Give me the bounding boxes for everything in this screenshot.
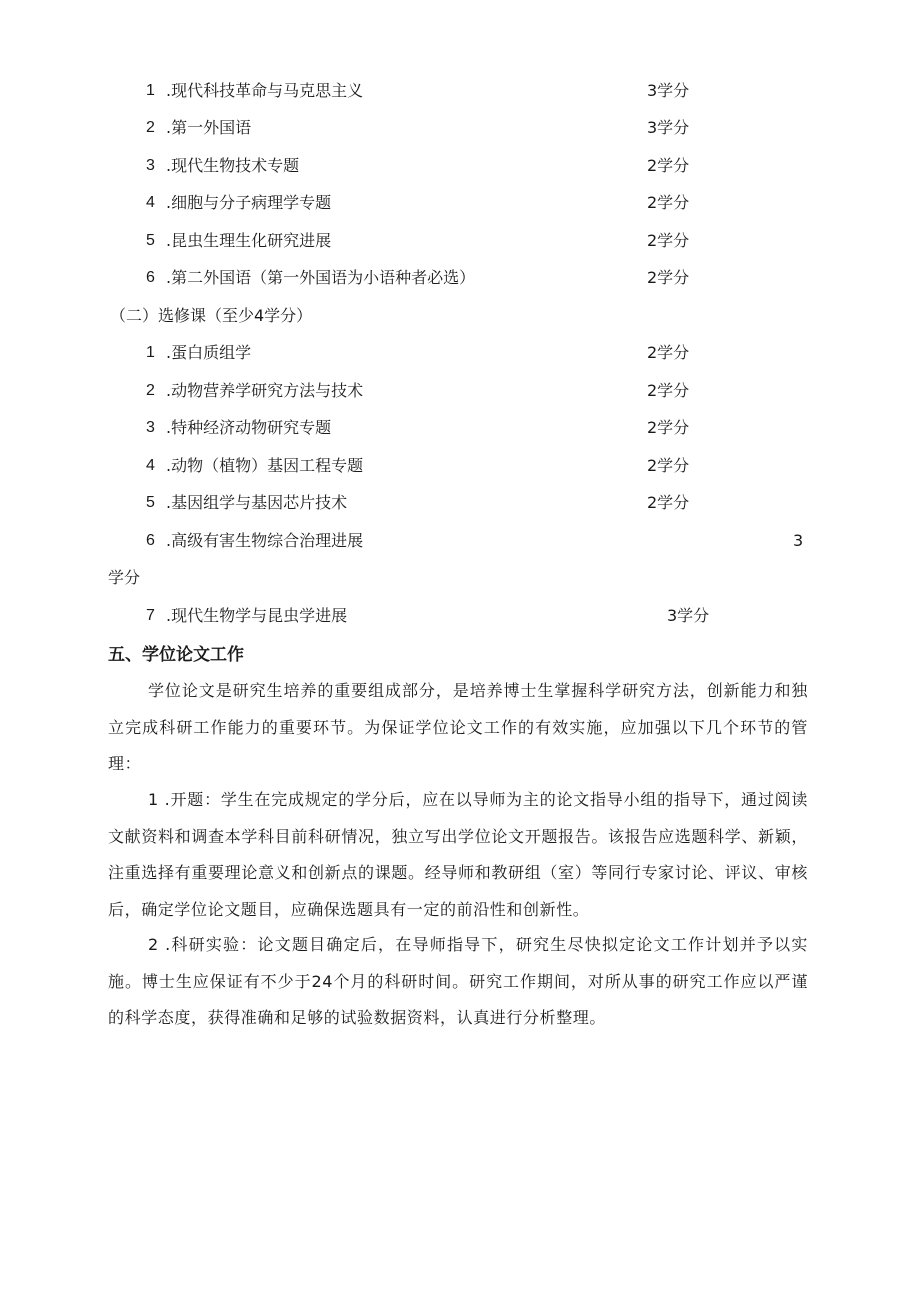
course-number: 6 <box>146 532 155 549</box>
course-credit: 3学分 <box>667 606 710 625</box>
course-credit: 3学分 <box>647 118 690 137</box>
course-number: 2 <box>146 119 155 136</box>
course-row <box>0 193 920 213</box>
course-number: 3 <box>146 157 155 174</box>
course-number: 3 <box>146 419 155 436</box>
course-number: 4 <box>146 194 155 211</box>
course-row <box>0 456 920 476</box>
course-number: 1 <box>146 344 155 361</box>
course-row <box>0 231 920 251</box>
course-row <box>0 343 920 363</box>
course-credit: 2学分 <box>647 381 690 400</box>
course-name: .第一外国语 <box>166 118 252 137</box>
course-credit: 2学分 <box>647 343 690 362</box>
course-number: 5 <box>146 232 155 249</box>
course-row <box>0 118 920 138</box>
course-number: 4 <box>146 457 155 474</box>
course-credit: 2学分 <box>647 156 690 175</box>
course-row <box>0 268 920 288</box>
course-name: .动物营养学研究方法与技术 <box>166 381 364 400</box>
course-credit: 2学分 <box>647 456 690 475</box>
intro-paragraph: 学位论文是研究生培养的重要组成部分，是培养博士生掌握科学研究方法，创新能力和独立完成科研工作能力的重要环节。为保证学位论文工作的有效实施，应加强以下几个环节的管理： <box>108 681 808 773</box>
course-number: 7 <box>146 607 155 624</box>
course-name: .高级有害生物综合治理进展 <box>166 531 364 550</box>
course-name: .现代生物技术专题 <box>166 156 300 175</box>
course-number: 5 <box>146 494 155 511</box>
course-row <box>0 531 920 551</box>
course-number: 1 <box>146 82 155 99</box>
course-credit: 2学分 <box>647 268 690 287</box>
course-row <box>0 81 920 101</box>
course-name: .蛋白质组学 <box>166 343 252 362</box>
course-row <box>0 156 920 176</box>
course-row <box>0 493 920 513</box>
course-row <box>0 606 920 626</box>
course-credit-unit: 学分 <box>108 568 141 587</box>
course-name: .动物（植物）基因工程专题 <box>166 456 364 475</box>
course-credit: 3学分 <box>647 81 690 100</box>
course-row <box>0 418 920 438</box>
paragraph-research: 2 .科研实验：论文题目确定后，在导师指导下，研究生尽快拟定论文工作计划并予以实施。博士生应保证有不少于24个月的科研时间。研究工作期间，对所从事的研究工作应以严谨的科学态度，获得准确和足够的试验数据资料，认真进行分析整理。 <box>108 935 808 1027</box>
course-number: 6 <box>146 269 155 286</box>
course-name: .特种经济动物研究专题 <box>166 418 332 437</box>
course-name: .基因组学与基因芯片技术 <box>166 493 348 512</box>
course-credit-number: 3 <box>793 531 804 550</box>
course-credit: 2学分 <box>647 231 690 250</box>
course-row <box>0 381 920 401</box>
course-name: .现代科技革命与马克思主义 <box>166 81 364 100</box>
course-name: .昆虫生理生化研究进展 <box>166 231 332 250</box>
course-name: .细胞与分子病理学专题 <box>166 193 332 212</box>
paragraph-proposal: 1 .开题：学生在完成规定的学分后，应在以导师为主的论文指导小组的指导下，通过阅读文献资料和调查本学科目前科研情况，独立写出学位论文开题报告。该报告应选题科学、新颖，注重选择有重要理论意义和创新点的课题。经导师和教研组（室）等同行专家讨论、评议、审核后，确定学位论文题目，应确保选题具有一定的前沿性和创新性。 <box>108 790 808 919</box>
course-name: .现代生物学与昆虫学进展 <box>166 606 348 625</box>
course-name: .第二外国语（第一外国语为小语种者必选） <box>166 268 476 287</box>
elective-heading: （二）选修课（至少4学分） <box>110 306 313 325</box>
course-credit: 2学分 <box>647 418 690 437</box>
course-credit: 2学分 <box>647 493 690 512</box>
section-heading: 五、学位论文工作 <box>108 645 244 665</box>
course-number: 2 <box>146 382 155 399</box>
course-credit: 2学分 <box>647 193 690 212</box>
